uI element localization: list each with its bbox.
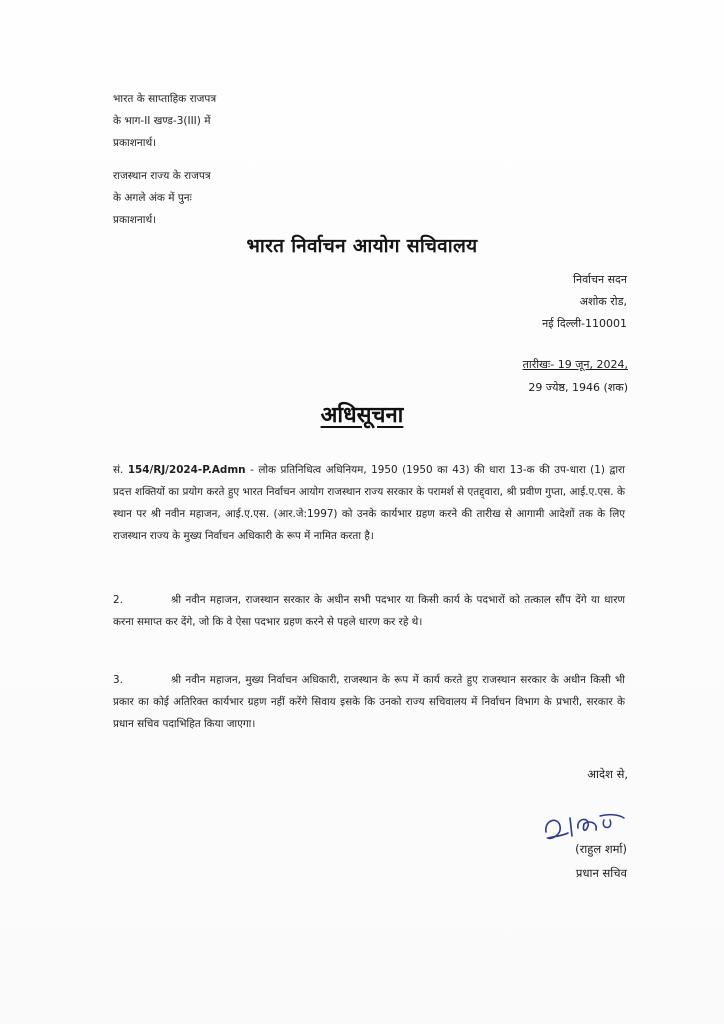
address-line: निर्वाचन सदन bbox=[573, 273, 627, 286]
publication-note-gazette-india bbox=[113, 88, 313, 154]
office-address bbox=[542, 269, 627, 335]
closing-phrase: आदेश से, bbox=[587, 767, 628, 781]
publication-note-gazette-rajasthan bbox=[113, 165, 313, 231]
note-line: के अगले अंक में पुनः bbox=[113, 192, 192, 204]
date-saka: 29 ज्येष्ठ, 1946 (शक) bbox=[528, 381, 628, 394]
paragraph-number: 2. bbox=[113, 594, 123, 606]
paragraph-3 bbox=[113, 669, 625, 735]
paragraph-2 bbox=[113, 589, 625, 633]
note-line: के भाग-II खण्ड-3(III) में bbox=[113, 115, 211, 127]
address-line: नई दिल्ली-110001 bbox=[542, 317, 627, 330]
handwritten-signature bbox=[538, 806, 628, 846]
note-line: प्रकाशनार्थ। bbox=[113, 137, 157, 149]
signer-designation: प्रधान सचिव bbox=[575, 866, 627, 880]
ref-prefix: सं. bbox=[113, 464, 124, 476]
paragraph-text: श्री नवीन महाजन, मुख्य निर्वाचन अधिकारी, राजस्थान के रूप में कार्य करते हुए राजस्थान सरकार के अधीन किसी भी प्रकार का कोई अतिरिक्त कार्यभार ग्रहण नहीं करेंगे सिवाय इसके कि उनको राज्य सचिवालय में निर्वाचन विभाग के प्रभारी, सरकार के प्रधान सचिव पदाभिहित किया जाएगा। bbox=[113, 674, 625, 730]
heading-text: अधिसूचना bbox=[320, 403, 404, 428]
note-line: भारत के साप्ताहिक राजपत्र bbox=[113, 93, 217, 105]
date-block bbox=[523, 353, 628, 399]
notification-heading bbox=[0, 399, 724, 429]
paragraph-1 bbox=[113, 459, 625, 547]
paragraph-text: - लोक प्रतिनिधित्व अधिनियम, 1950 (1950 का 43) की धारा 13-क की उप-धारा (1) द्वारा प्रदत्त शक्तियों का प्रयोग करते हुए भारत निर्वाचन आयोग राजस्थान राज्य सरकार के परामर्श से एतद्द्वारा, श्री प्रवीण गुप्ता, आई.ए.एस. के स्थान पर श्री नवीन महाजन, आई.ए.एस. (आर.जे:1997) को उनके कार्यभार ग्रहण करने की तारीख से आगामी आदेशों तक के लिए राजस्थान राज्य के मुख्य निर्वाचन अधिकारी के रूप में नामित करता है। bbox=[113, 464, 625, 542]
note-line: प्रकाशनार्थ। bbox=[113, 214, 157, 226]
paragraph-number: 3. bbox=[113, 674, 123, 686]
paragraph-text: श्री नवीन महाजन, राजस्थान सरकार के अधीन सभी पदभार या किसी कार्य के पदभारों को तत्काल सौंप देंगे या धारण करना समाप्त कर देंगे, जो कि वे ऐसा पदभार ग्रहण करने से पहले धारण कर रहे थे। bbox=[113, 594, 625, 628]
address-line: अशोक रोड, bbox=[579, 295, 627, 308]
organization-title: भारत निर्वाचन आयोग सचिवालय bbox=[246, 235, 478, 257]
date-gregorian: तारीखः- 19 जून, 2024, bbox=[522, 358, 628, 371]
signer-name: (राहुल शर्मा) bbox=[575, 842, 627, 856]
note-line: राजस्थान राज्य के राजपत्र bbox=[113, 170, 211, 182]
reference-number: 154/RJ/2024-P.Admn bbox=[127, 464, 246, 476]
